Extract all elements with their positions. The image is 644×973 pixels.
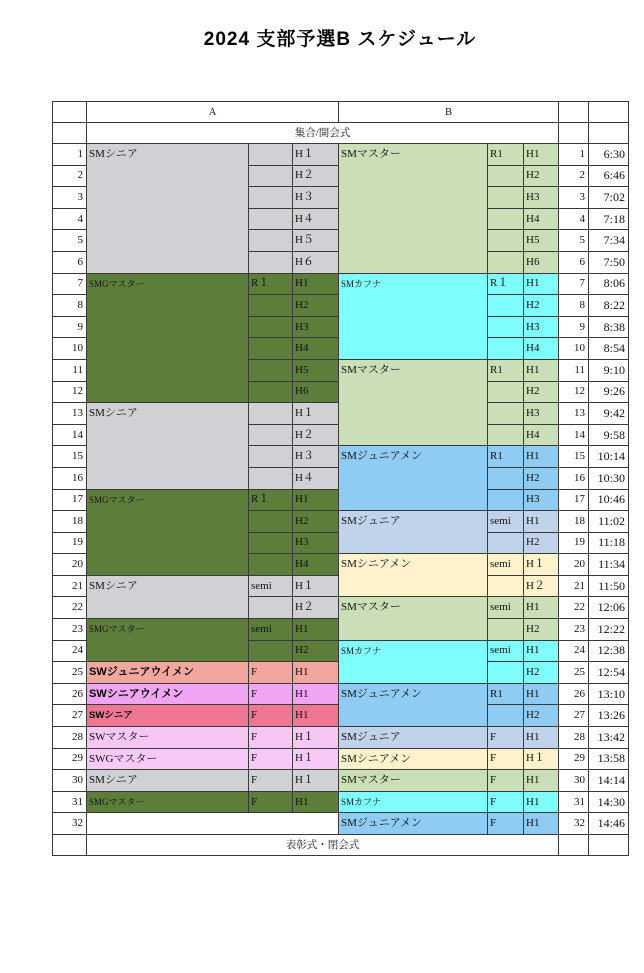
- col-a-round-cell: F: [249, 748, 293, 770]
- time-cell: 14:46: [589, 813, 629, 835]
- col-b-round-cell: [488, 575, 524, 597]
- col-a-round-cell: [249, 359, 293, 381]
- col-a-round-cell: [249, 165, 293, 187]
- time-cell: 12:22: [589, 619, 629, 641]
- col-b-round-cell: F: [488, 748, 524, 770]
- row-number-right: 18: [559, 511, 589, 533]
- col-b-heat-cell: H5: [524, 230, 559, 252]
- closing-ceremony-label: 表彰式・閉会式: [87, 835, 559, 856]
- col-b-round-cell: F: [488, 770, 524, 792]
- row-number-left: 24: [53, 640, 87, 662]
- col-a-round-cell: F: [249, 770, 293, 792]
- col-a-round-cell: [249, 208, 293, 230]
- row-number-right: 3: [559, 187, 589, 209]
- row-number-right: 23: [559, 619, 589, 641]
- time-cell: 7:18: [589, 208, 629, 230]
- col-b-round-cell: [488, 662, 524, 684]
- col-a-heat-cell: H1: [293, 662, 339, 684]
- column-header-row: [53, 102, 629, 123]
- col-a-event-cell: SMGマスター: [87, 619, 249, 662]
- col-b-round-cell: [488, 230, 524, 252]
- col-a-heat-cell: H４: [293, 467, 339, 489]
- col-b-heat-cell: H1: [524, 511, 559, 533]
- col-b-event-cell: SMマスター: [339, 359, 488, 445]
- col-a-heat-cell: H1: [293, 273, 339, 295]
- col-a-heat-cell: H2: [293, 295, 339, 317]
- col-a-event-cell: SWシニア: [87, 705, 249, 727]
- time-cell: 9:42: [589, 403, 629, 425]
- col-a-event-cell: SWGマスター: [87, 748, 249, 770]
- row-number-right: 8: [559, 295, 589, 317]
- col-a-round-cell: F: [249, 791, 293, 813]
- col-a-heat-cell: H5: [293, 359, 339, 381]
- col-b-round-cell: R１: [488, 273, 524, 295]
- col-a-round-cell: [249, 532, 293, 554]
- col-b-round-cell: [488, 381, 524, 403]
- time-cell: 12:38: [589, 640, 629, 662]
- col-b-heat-cell: H4: [524, 208, 559, 230]
- col-a-heat-cell: H５: [293, 230, 339, 252]
- col-b-round-cell: [488, 208, 524, 230]
- time-cell: 13:58: [589, 748, 629, 770]
- row-number-left: 19: [53, 532, 87, 554]
- time-cell: 6:46: [589, 165, 629, 187]
- row-number-right: 4: [559, 208, 589, 230]
- col-a-heat-cell: H3: [293, 532, 339, 554]
- col-a-round-cell: [249, 467, 293, 489]
- row-number-right: 6: [559, 251, 589, 273]
- closing-time-cell: [589, 835, 629, 856]
- row-number-right: 9: [559, 316, 589, 338]
- col-b-event-cell: SMマスター: [339, 597, 488, 640]
- col-b-round-cell: [488, 251, 524, 273]
- time-cell: 7:50: [589, 251, 629, 273]
- row-number-right: 16: [559, 467, 589, 489]
- col-a-round-cell: F: [249, 662, 293, 684]
- time-cell: 14:30: [589, 791, 629, 813]
- row-number-right: 2: [559, 165, 589, 187]
- row-number-right: 14: [559, 424, 589, 446]
- col-b-heat-cell: H3: [524, 489, 559, 511]
- time-cell: 13:10: [589, 683, 629, 705]
- col-b-round-cell: F: [488, 791, 524, 813]
- col-b-round-cell: F: [488, 813, 524, 835]
- row-number-right: 17: [559, 489, 589, 511]
- col-a-heat-cell: H6: [293, 381, 339, 403]
- col-a-heat-cell: H2: [293, 511, 339, 533]
- row-number-left: 5: [53, 230, 87, 252]
- col-b-round-cell: [488, 619, 524, 641]
- col-b-heat-cell: H3: [524, 316, 559, 338]
- col-a-round-cell: semi: [249, 619, 293, 641]
- col-a-event-cell: SWジュニアウイメン: [87, 662, 249, 684]
- col-b-event-cell: SMカフナ: [339, 640, 488, 683]
- col-b-round-cell: semi: [488, 597, 524, 619]
- time-cell: 8:06: [589, 273, 629, 295]
- col-a-round-cell: [249, 144, 293, 166]
- header-time-cell: [589, 102, 629, 123]
- col-a-event-cell: SMシニア: [87, 575, 249, 618]
- col-a-event-cell: SMGマスター: [87, 791, 249, 813]
- col-a-heat-cell: H2: [293, 640, 339, 662]
- row-number-right: 11: [559, 359, 589, 381]
- col-a-round-cell: F: [249, 727, 293, 749]
- row-number-left: 8: [53, 295, 87, 317]
- col-b-round-cell: R1: [488, 359, 524, 381]
- row-number-left: 27: [53, 705, 87, 727]
- col-a-heat-cell: H4: [293, 338, 339, 360]
- col-a-round-cell: [249, 403, 293, 425]
- row-number-left: 23: [53, 619, 87, 641]
- col-b-heat-cell: H1: [524, 791, 559, 813]
- row-number-left: 21: [53, 575, 87, 597]
- time-cell: 8:22: [589, 295, 629, 317]
- col-b-heat-cell: H2: [524, 619, 559, 641]
- col-a-heat-cell: H２: [293, 597, 339, 619]
- row-number-right: 30: [559, 770, 589, 792]
- col-b-heat-cell: H1: [524, 770, 559, 792]
- col-b-round-cell: [488, 165, 524, 187]
- row-number-right: 5: [559, 230, 589, 252]
- col-b-heat-cell: H1: [524, 446, 559, 468]
- col-b-event-cell: SMジュニアメン: [339, 446, 488, 511]
- col-b-heat-cell: H２: [524, 575, 559, 597]
- col-b-event-cell: SMジュニア: [339, 511, 488, 554]
- col-a-round-cell: [249, 381, 293, 403]
- col-b-heat-cell: H3: [524, 403, 559, 425]
- col-b-event-cell: SMシニアメン: [339, 554, 488, 597]
- col-a-round-cell: F: [249, 683, 293, 705]
- col-b-round-cell: [488, 424, 524, 446]
- closing-number-cell: [559, 835, 589, 856]
- col-b-heat-cell: H2: [524, 165, 559, 187]
- row-number-left: 9: [53, 316, 87, 338]
- time-cell: 9:58: [589, 424, 629, 446]
- col-b-heat-cell: H6: [524, 251, 559, 273]
- row-number-left: 32: [53, 813, 87, 835]
- col-a-heat-cell: H４: [293, 208, 339, 230]
- col-b-heat-cell: H1: [524, 144, 559, 166]
- schedule-row: [53, 273, 629, 295]
- row-number-left: 13: [53, 403, 87, 425]
- col-a-event-cell: SMGマスター: [87, 489, 249, 575]
- row-number-right: 1: [559, 144, 589, 166]
- row-number-left: 6: [53, 251, 87, 273]
- time-cell: 13:26: [589, 705, 629, 727]
- col-b-heat-cell: H1: [524, 273, 559, 295]
- row-number-right: 21: [559, 575, 589, 597]
- col-a-heat-cell: H１: [293, 727, 339, 749]
- row-number-left: 22: [53, 597, 87, 619]
- col-b-round-cell: [488, 489, 524, 511]
- col-b-round-cell: F: [488, 727, 524, 749]
- col-b-heat-cell: H2: [524, 532, 559, 554]
- col-a-heat-cell: H4: [293, 554, 339, 576]
- row-number-right: 7: [559, 273, 589, 295]
- col-a-heat-cell: H１: [293, 403, 339, 425]
- row-number-left: 7: [53, 273, 87, 295]
- col-b-round-cell: [488, 338, 524, 360]
- time-cell: 12:06: [589, 597, 629, 619]
- col-a-round-cell: [249, 251, 293, 273]
- page-title: 2024 支部予選B スケジュール: [203, 29, 477, 50]
- row-number-left: 2: [53, 165, 87, 187]
- col-a-heat-cell: H1: [293, 489, 339, 511]
- header-corner-cell: [53, 102, 87, 123]
- col-b-heat-cell: H１: [524, 554, 559, 576]
- row-number-right: 19: [559, 532, 589, 554]
- row-number-left: 3: [53, 187, 87, 209]
- row-number-left: 15: [53, 446, 87, 468]
- time-cell: 11:02: [589, 511, 629, 533]
- time-cell: 10:46: [589, 489, 629, 511]
- schedule-row: [53, 727, 629, 749]
- row-number-right: 20: [559, 554, 589, 576]
- col-a-round-cell: [249, 554, 293, 576]
- col-b-round-cell: [488, 316, 524, 338]
- col-a-round-cell: [249, 338, 293, 360]
- time-cell: 10:30: [589, 467, 629, 489]
- col-b-heat-cell: H1: [524, 597, 559, 619]
- col-b-event-cell: SMカフナ: [339, 791, 488, 813]
- col-b-heat-cell: H2: [524, 467, 559, 489]
- col-a-heat-cell: H１: [293, 770, 339, 792]
- col-a-event-cell: SWマスター: [87, 727, 249, 749]
- col-b-heat-cell: H3: [524, 187, 559, 209]
- col-b-event-cell: SMカフナ: [339, 273, 488, 359]
- col-a-heat-cell: H２: [293, 165, 339, 187]
- col-b-round-cell: [488, 295, 524, 317]
- closing-ceremony-row: [53, 835, 629, 856]
- time-cell: 10:14: [589, 446, 629, 468]
- schedule-row: [53, 144, 629, 166]
- col-a-round-cell: [249, 597, 293, 619]
- col-a-round-cell: semi: [249, 575, 293, 597]
- col-b-round-cell: R1: [488, 446, 524, 468]
- time-cell: 12:54: [589, 662, 629, 684]
- col-b-heat-cell: H4: [524, 424, 559, 446]
- header-number-cell: [559, 102, 589, 123]
- row-number-right: 29: [559, 748, 589, 770]
- time-cell: 14:14: [589, 770, 629, 792]
- col-b-event-cell: SMジュニア: [339, 727, 488, 749]
- col-b-round-cell: [488, 532, 524, 554]
- col-a-event-cell: SMシニア: [87, 144, 249, 274]
- row-number-left: 16: [53, 467, 87, 489]
- col-a-event-cell: SMシニア: [87, 403, 249, 489]
- col-a-round-cell: [249, 295, 293, 317]
- row-number-left: 11: [53, 359, 87, 381]
- row-number-right: 27: [559, 705, 589, 727]
- col-a-heat-cell: H３: [293, 446, 339, 468]
- row-number-right: 10: [559, 338, 589, 360]
- schedule-row: [53, 791, 629, 813]
- opening-ceremony-row: [53, 123, 629, 144]
- schedule-body: [53, 144, 629, 835]
- col-b-round-cell: semi: [488, 511, 524, 533]
- row-number-right: 12: [559, 381, 589, 403]
- col-b-event-cell: SMジュニアメン: [339, 683, 488, 726]
- col-a-heat-cell: H1: [293, 683, 339, 705]
- col-b-round-cell: semi: [488, 554, 524, 576]
- col-a-heat-cell: H1: [293, 791, 339, 813]
- col-b-heat-cell: H1: [524, 727, 559, 749]
- schedule-row: [53, 813, 629, 835]
- col-b-heat-cell: H2: [524, 295, 559, 317]
- col-b-heat-cell: H１: [524, 748, 559, 770]
- col-b-heat-cell: H2: [524, 381, 559, 403]
- col-a-heat-cell: H１: [293, 144, 339, 166]
- row-number-right: 25: [559, 662, 589, 684]
- col-a-round-cell: [249, 187, 293, 209]
- opening-time-cell: [589, 123, 629, 144]
- schedule-table: [52, 101, 629, 856]
- row-number-left: 29: [53, 748, 87, 770]
- col-a-heat-cell: H１: [293, 575, 339, 597]
- col-b-round-cell: semi: [488, 640, 524, 662]
- row-number-left: 30: [53, 770, 87, 792]
- col-a-heat-cell: H３: [293, 187, 339, 209]
- col-b-round-cell: R1: [488, 144, 524, 166]
- col-a-heat-cell: H２: [293, 424, 339, 446]
- row-number-left: 25: [53, 662, 87, 684]
- closing-corner-cell: [53, 835, 87, 856]
- col-a-round-cell: [249, 424, 293, 446]
- col-a-event-cell: SMGマスター: [87, 273, 249, 403]
- row-number-left: 10: [53, 338, 87, 360]
- column-b-header: B: [339, 102, 559, 123]
- col-b-round-cell: [488, 705, 524, 727]
- row-number-left: 28: [53, 727, 87, 749]
- row-number-right: 13: [559, 403, 589, 425]
- schedule-row: [53, 748, 629, 770]
- row-number-left: 17: [53, 489, 87, 511]
- row-number-left: 14: [53, 424, 87, 446]
- col-a-event-cell: SMシニア: [87, 770, 249, 792]
- opening-ceremony-label: 集合/開会式: [87, 123, 559, 144]
- col-b-event-cell: SMマスター: [339, 770, 488, 792]
- row-number-right: 31: [559, 791, 589, 813]
- time-cell: 8:38: [589, 316, 629, 338]
- col-a-round-cell: R１: [249, 489, 293, 511]
- time-cell: 8:54: [589, 338, 629, 360]
- col-b-event-cell: SMジュニアメン: [339, 813, 488, 835]
- col-b-event-cell: SMマスター: [339, 144, 488, 274]
- col-a-round-cell: F: [249, 705, 293, 727]
- col-a-heat-cell: H3: [293, 316, 339, 338]
- col-b-heat-cell: H1: [524, 640, 559, 662]
- col-a-heat-cell: H1: [293, 705, 339, 727]
- col-a-heat-cell: H1: [293, 619, 339, 641]
- time-cell: 9:10: [589, 359, 629, 381]
- col-a-blank-cell: [87, 813, 339, 835]
- col-a-round-cell: R１: [249, 273, 293, 295]
- col-b-heat-cell: H2: [524, 705, 559, 727]
- col-a-round-cell: [249, 446, 293, 468]
- col-b-heat-cell: H1: [524, 813, 559, 835]
- col-b-heat-cell: H1: [524, 359, 559, 381]
- column-a-header: A: [87, 102, 339, 123]
- time-cell: 11:18: [589, 532, 629, 554]
- row-number-right: 28: [559, 727, 589, 749]
- col-a-round-cell: [249, 230, 293, 252]
- col-b-round-cell: R1: [488, 683, 524, 705]
- row-number-left: 12: [53, 381, 87, 403]
- time-cell: 7:34: [589, 230, 629, 252]
- schedule-row: [53, 770, 629, 792]
- row-number-left: 31: [53, 791, 87, 813]
- row-number-right: 32: [559, 813, 589, 835]
- time-cell: 11:34: [589, 554, 629, 576]
- col-a-heat-cell: H６: [293, 251, 339, 273]
- time-cell: 9:26: [589, 381, 629, 403]
- row-number-right: 26: [559, 683, 589, 705]
- col-a-round-cell: [249, 511, 293, 533]
- col-a-round-cell: [249, 316, 293, 338]
- col-b-round-cell: [488, 467, 524, 489]
- row-number-left: 26: [53, 683, 87, 705]
- opening-number-cell: [559, 123, 589, 144]
- col-b-event-cell: SMシニアメン: [339, 748, 488, 770]
- row-number-right: 24: [559, 640, 589, 662]
- row-number-left: 1: [53, 144, 87, 166]
- time-cell: 7:02: [589, 187, 629, 209]
- col-b-heat-cell: H4: [524, 338, 559, 360]
- col-a-event-cell: SWシニアウイメン: [87, 683, 249, 705]
- row-number-right: 15: [559, 446, 589, 468]
- col-a-heat-cell: H１: [293, 748, 339, 770]
- col-b-round-cell: [488, 187, 524, 209]
- row-number-left: 18: [53, 511, 87, 533]
- time-cell: 11:50: [589, 575, 629, 597]
- col-a-round-cell: [249, 640, 293, 662]
- time-cell: 6:30: [589, 144, 629, 166]
- col-b-round-cell: [488, 403, 524, 425]
- schedule-row: [53, 683, 629, 705]
- row-number-left: 4: [53, 208, 87, 230]
- opening-corner-cell: [53, 123, 87, 144]
- col-b-heat-cell: H1: [524, 683, 559, 705]
- row-number-right: 22: [559, 597, 589, 619]
- col-b-heat-cell: H2: [524, 662, 559, 684]
- row-number-left: 20: [53, 554, 87, 576]
- time-cell: 13:42: [589, 727, 629, 749]
